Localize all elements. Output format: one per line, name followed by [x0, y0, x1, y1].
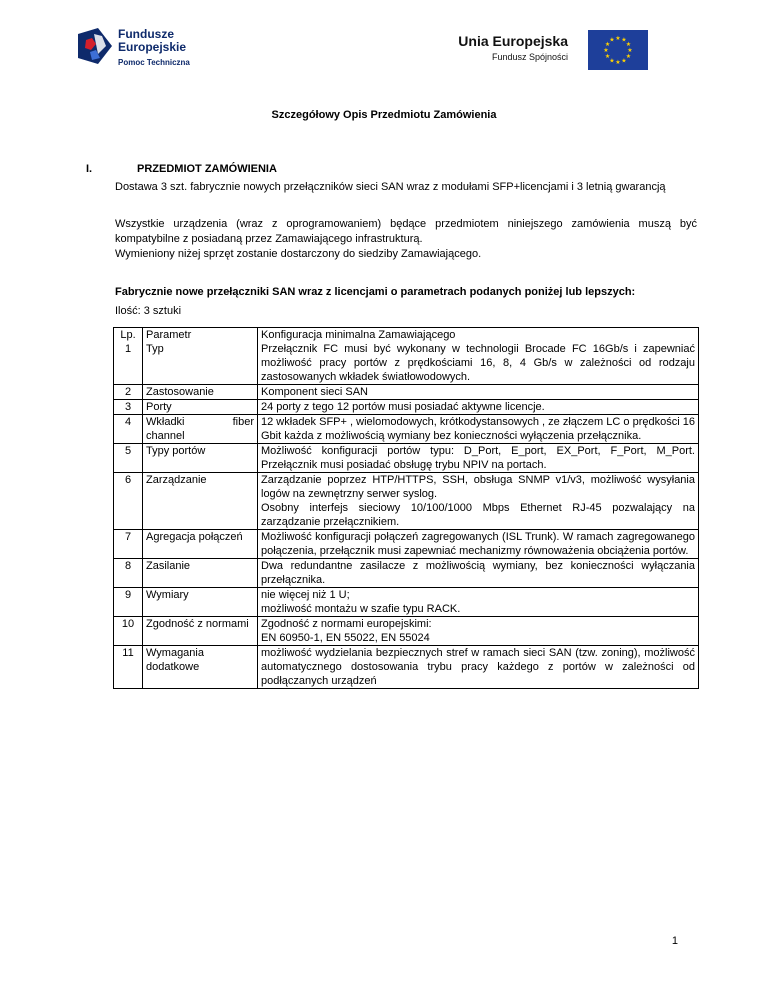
table-cell-value: możliwość wydzielania bezpiecznych stref w ramach sieci SAN (tzw. zoning), możliwość automatycznego dostosowania trybu pracy każdego z portów w zależności od podłączanych urządzeń [258, 646, 699, 689]
table-row [114, 385, 699, 400]
table-row [114, 530, 699, 559]
table-cell-param: Zgodność z normami [143, 617, 258, 646]
fundusze-europejskie-logo [78, 26, 208, 74]
table-row [114, 400, 699, 415]
management-protocols: Zarządzanie poprzez HTP/HTTPS, SSH, obsługa SNMP v1/v3, możliwość wysyłania logów na zewnętrzny serwer syslog. [261, 474, 695, 500]
paragraph-requirements-heading: Fabrycznie nowe przełączniki SAN wraz z licencjami o parametrach podanych poniżej lub lepszych: [115, 286, 636, 298]
table-row [114, 473, 699, 530]
management-interface: Osobny interfejs sieciowy 10/100/1000 Mbps Ethernet RJ-45 pozwalający na zarządzanie przełącznikiem. [261, 502, 695, 528]
fe-logo-line3: Pomoc Techniczna [118, 58, 190, 67]
svg-text:★: ★ [621, 36, 627, 44]
dimensions-rack: możliwość montażu w szafie typu RACK. [261, 603, 461, 615]
table-row [114, 342, 699, 385]
specification-table [113, 327, 699, 689]
table-header-row [114, 328, 699, 343]
svg-text:★: ★ [615, 35, 621, 42]
table-row [114, 588, 699, 617]
table-row [114, 415, 699, 444]
table-cell-param: Zarządzanie [143, 473, 258, 530]
svg-text:★: ★ [609, 36, 615, 44]
section-number: I. [86, 163, 93, 175]
ue-logo-line2: Fundusz Spójności [491, 52, 568, 62]
page-number: 1 [671, 935, 678, 947]
table-cell-param: Porty [143, 400, 258, 415]
table-cell-param: Typ [143, 342, 258, 385]
table-cell-lp: 8 [114, 559, 143, 588]
table-cell-value: Możliwość konfiguracji portów typu: D_Port, E_port, EX_Port, F_Port, M_Port. Przełącznik musi posiadać obsługę trybu NPIV na portach. [258, 444, 699, 473]
svg-text:★: ★ [621, 57, 627, 65]
table-cell-value: Dwa redundantne zasilacze z możliwością wymiany, bez konieczności wyłączania przełącznika. [258, 559, 699, 588]
table-header-param: Parametr [143, 328, 258, 343]
unia-europejska-logo [448, 28, 648, 72]
table-row [114, 617, 699, 646]
norms-list: EN 60950-1, EN 55022, EN 55024 [261, 632, 430, 644]
table-cell-param [143, 415, 258, 444]
table-cell-lp: 11 [114, 646, 143, 689]
paragraph-compatibility [115, 217, 697, 262]
table-cell-value [258, 473, 699, 530]
table-cell-param: Zastosowanie [143, 385, 258, 400]
svg-text:★: ★ [603, 47, 609, 54]
param-fiber: fiber [232, 416, 254, 428]
table-cell-value [258, 617, 699, 646]
table-cell-lp: 5 [114, 444, 143, 473]
svg-text:★: ★ [615, 59, 621, 66]
table-cell-value: Przełącznik FC musi być wykonany w technologii Brocade FC 16Gb/s i zapewniać możliwość pracy portów z prędkościami 16, 8, 4 Gb/s w zależności od rodzaju zastosowanych wkładek światłowodowych. [258, 342, 699, 385]
paragraph-compatibility-text: Wszystkie urządzenia (wraz z oprogramowaniem) będące przedmiotem niniejszego zamówienia muszą być kompatybilne z posiadaną przez Zamawiającego infrastrukturą. [115, 218, 697, 245]
section-title: PRZEDMIOT ZAMÓWIENIA [137, 163, 277, 175]
table-header-lp: Lp. [114, 328, 143, 343]
table-cell-lp: 9 [114, 588, 143, 617]
table-cell-param: Agregacja połączeń [143, 530, 258, 559]
ue-logo-line1: Unia Europejska [458, 33, 568, 49]
fe-star-icon [78, 28, 112, 64]
table-cell-param: Wymagania dodatkowe [143, 646, 258, 689]
table-cell-lp: 6 [114, 473, 143, 530]
table-row [114, 559, 699, 588]
svg-text:★: ★ [625, 41, 632, 48]
table-cell-param: Wymiary [143, 588, 258, 617]
table-cell-param: Typy portów [143, 444, 258, 473]
table-row [114, 646, 699, 689]
dimensions-size: nie więcej niż 1 U; [261, 589, 350, 601]
table-cell-lp: 2 [114, 385, 143, 400]
table-cell-value: 12 wkładek SFP+ , wielomodowych, krótkodystansowych , ze złączem LC o prędkości 16 Gbit każda z możliwością wymiany bez konieczności wyłączenia przełącznika. [258, 415, 699, 444]
table-row [114, 444, 699, 473]
param-channel: channel [146, 430, 185, 442]
table-cell-lp: 7 [114, 530, 143, 559]
svg-text:★: ★ [627, 47, 633, 54]
svg-text:★: ★ [609, 57, 615, 65]
paragraph-delivery-location: Wymieniony niżej sprzęt zostanie dostarczony do siedziby Zamawiającego. [115, 248, 482, 260]
param-wkladki: Wkładki [146, 416, 185, 428]
table-cell-param: Zasilanie [143, 559, 258, 588]
table-cell-lp: 10 [114, 617, 143, 646]
table-cell-value [258, 588, 699, 617]
table-cell-lp: 4 [114, 415, 143, 444]
document-title: Szczegółowy Opis Przedmiotu Zamówienia [271, 109, 497, 121]
paragraph-delivery: Dostawa 3 szt. fabrycznie nowych przełączników sieci SAN wraz z modułami SFP+licencjami i 3 letnią gwarancją [115, 181, 666, 193]
fe-logo-line2: Europejskie [118, 40, 187, 54]
table-cell-lp: 1 [114, 342, 143, 385]
eu-flag-icon [588, 30, 648, 70]
table-cell-value: Możliwość konfiguracji połączeń zagregowanych (ISL Trunk). W ramach zagregowanego połączenia, przełącznik musi zapewniać mechanizmy równoważenia obciążenia portów. [258, 530, 699, 559]
table-cell-value: Komponent sieci SAN [258, 385, 699, 400]
fe-logo-line1: Fundusze [118, 27, 174, 41]
svg-text:★: ★ [604, 53, 611, 60]
paragraph-quantity: Ilość: 3 sztuki [115, 305, 182, 317]
table-cell-value: 24 porty z tego 12 portów musi posiadać aktywne licencje. [258, 400, 699, 415]
table-header-value: Konfiguracja minimalna Zamawiającego [258, 328, 699, 343]
svg-text:★: ★ [625, 53, 632, 60]
svg-text:★: ★ [604, 41, 611, 48]
table-cell-lp: 3 [114, 400, 143, 415]
norms-label: Zgodność z normami europejskimi: [261, 618, 432, 630]
